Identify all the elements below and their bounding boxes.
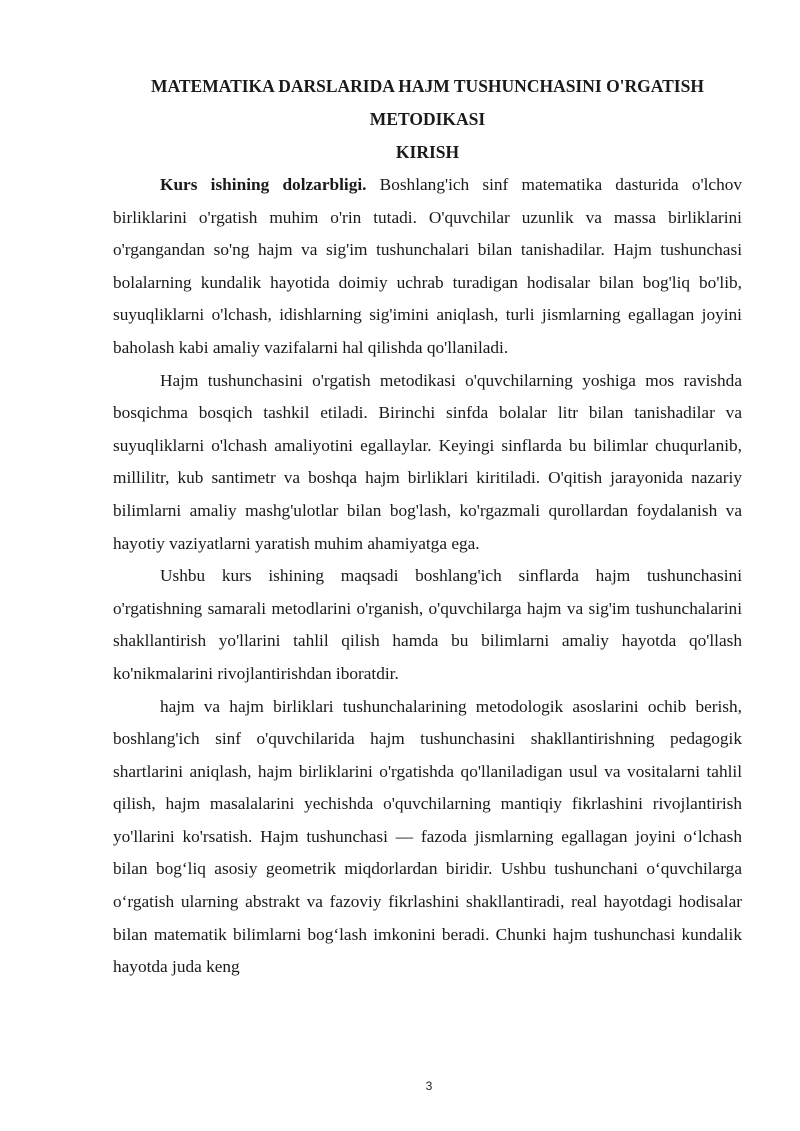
document-title: MATEMATIKA DARSLARIDA HAJM TUSHUNCHASINI O'RGATISH METODIKASI — [151, 76, 704, 129]
paragraph-text: Boshlang'ich sinf matematika dasturida o'lchov birliklarini o'rgatish muhim o'rin tutadi. O'quvchilar uzunlik va massa birliklarini o'rgangandan so'ng hajm va sig'im tushunchalari bilan tanishadilar. Hajm tushunchasi bolalarning kundalik hayotida doimiy uchrab turadigan hodisalar bilan bog'liq bo'lib, suyuqliklarni o'lchash, idishlarning sig'imini aniqlash, turli jismlarning egallagan joyini baholash kabi amaliy vazifalarni hal qilishda qo'llaniladi. — [113, 175, 743, 357]
section-heading: KIRISH — [395, 142, 460, 162]
document-page — [113, 70, 742, 984]
paragraph-lead: Kurs ishining dolzarbligi. — [160, 175, 367, 194]
paragraph-goal — [113, 560, 742, 690]
paragraph-methodology — [113, 365, 742, 561]
paragraph-text: Hajm tushunchasini o'rgatish metodikasi o'quvchilarning yoshiga mos ravishda bosqichma bosqich tashkil etiladi. Birinchi sinfda bolalar litr bilan tanishadilar va suyuqliklarni o'lchash amaliyotini egallaylar. Keyingi sinflarda bu bilimlar chuqurlanib, millilitr, kub santimetr va boshqa hajm birliklari kiritiladi. O'qitish jarayonida nazariy bilimlarni amaliy mashg'ulotlar bilan bog'lash, ko'rgazmali qurollardan foydalanish va hayotiy vaziyatlarni yaratish muhim ahamiyatga ega. — [113, 370, 742, 553]
paragraph-tasks — [113, 691, 742, 984]
paragraph-relevance — [113, 169, 742, 365]
page-number: 3 — [425, 1079, 433, 1093]
paragraph-text: Ushbu kurs ishining maqsadi boshlang'ich sinflarda hajm tushunchasini o'rgatishning samarali metodlarini o'rganish, o'quvchilarga hajm va sig'im tushunchalarini shakllantirish yo'llarini tahlil qilish hamda bu bilimlarni amaliy hayotda qo'llash ko'nikmalarini rivojlantirishdan iboratdir. — [113, 566, 742, 683]
paragraph-text: hajm va hajm birliklari tushunchalarining metodologik asoslarini ochib berish, boshlang'ich sinf o'quvchilarida hajm tushunchasini shakllantirishning pedagogik shartlarini aniqlash, hajm birliklarini o'rgatishda qo'llaniladigan usul va vositalarni tahlil qilish, hajm masalalarini yechishda o'quvchilarning mantiqiy fikrlashini rivojlantirish yo'llarini ko'rsatish. Hajm tushunchasi — fazoda jismlarning egallagan joyini o‘lchash bilan bog‘liq asosiy geometrik miqdorlardan biridir. Ushbu tushunchani o‘quvchilarga o‘rgatish ularning abstrakt va fazoviy fikrlashini shakllantiradi, real hayotdagi hodisalar bilan matematik bilimlarni bog‘lash imkonini beradi. Chunki hajm tushunchasi kundalik hayotda juda keng — [113, 696, 742, 977]
